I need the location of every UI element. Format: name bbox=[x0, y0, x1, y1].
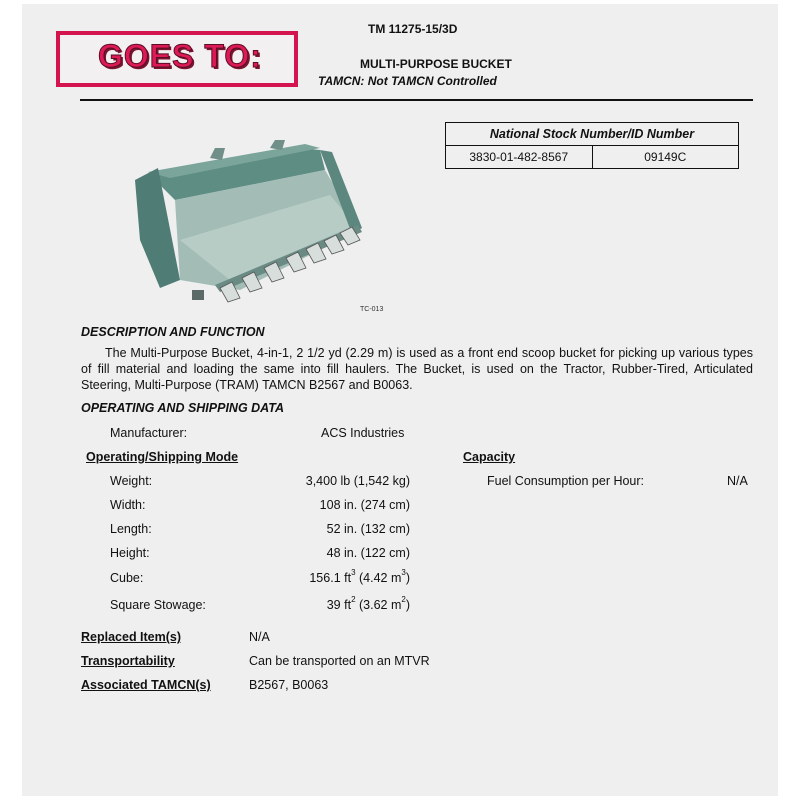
manufacturer-value: ACS Industries bbox=[321, 426, 405, 440]
height-label: Height: bbox=[110, 546, 150, 560]
capacity-heading: Capacity bbox=[463, 450, 516, 464]
nsn-table bbox=[445, 122, 739, 169]
mode-heading: Operating/Shipping Mode bbox=[86, 450, 239, 464]
tamcn-line: TAMCN: Not TAMCN Controlled bbox=[318, 74, 497, 88]
manufacturer-label: Manufacturer: bbox=[110, 426, 188, 440]
associated-tamcn-value: B2567, B0063 bbox=[249, 678, 329, 692]
cube-value: 156.1 $ft^3$ (4.42 $m^3$) bbox=[309, 568, 410, 585]
cube-label: Cube: bbox=[110, 571, 144, 585]
document-code: TM 11275-15/3D bbox=[368, 22, 458, 36]
width-value: 108 in. (274 cm) bbox=[319, 498, 410, 512]
description-text: The Multi-Purpose Bucket, 4-in-1, 2 1/2 yd (2.29 m) is used as a front end scoop bucket for picking up various types of fill material and loading the same into fill haulers. The Bucket, is used on the Tractor, Rubber-Tired, Articulated Steering, Multi-Purpose (TRAM) TAMCN B2567 and B0063. bbox=[81, 346, 753, 392]
header-rule bbox=[80, 99, 753, 101]
weight-value: 3,400 lb (1,542 kg) bbox=[305, 474, 410, 488]
associated-tamcn-label: Associated TAMCN(s) bbox=[81, 678, 211, 692]
replaced-value: N/A bbox=[249, 630, 270, 644]
description-heading: DESCRIPTION AND FUNCTION bbox=[81, 325, 265, 339]
replaced-label: Replaced Item(s) bbox=[81, 630, 182, 644]
transportability-label: Transportability bbox=[81, 654, 175, 668]
length-label: Length: bbox=[110, 522, 152, 536]
fuel-label: Fuel Consumption per Hour: bbox=[487, 474, 645, 488]
operating-heading: OPERATING AND SHIPPING DATA bbox=[81, 401, 285, 415]
stowage-label: Square Stowage: bbox=[110, 598, 206, 612]
bucket-photo bbox=[120, 140, 368, 310]
nsn-table-header: National Stock Number/ID Number bbox=[446, 123, 739, 146]
stowage-value: 39 $ft^2$ (3.62 $m^2$) bbox=[326, 595, 410, 612]
id-number-value: 09149C bbox=[592, 146, 739, 169]
height-value: 48 in. (122 cm) bbox=[326, 546, 410, 560]
image-caption: TC-013 bbox=[360, 306, 384, 313]
transportability-value: Can be transported on an MTVR bbox=[249, 654, 430, 668]
goes-to-stamp: GOES TO: bbox=[98, 38, 262, 74]
nsn-value: 3830-01-482-8567 bbox=[446, 146, 593, 169]
weight-label: Weight: bbox=[110, 474, 153, 488]
length-value: 52 in. (132 cm) bbox=[326, 522, 410, 536]
item-title: MULTI-PURPOSE BUCKET bbox=[360, 57, 512, 71]
width-label: Width: bbox=[110, 498, 146, 512]
fuel-value: N/A bbox=[727, 474, 748, 488]
